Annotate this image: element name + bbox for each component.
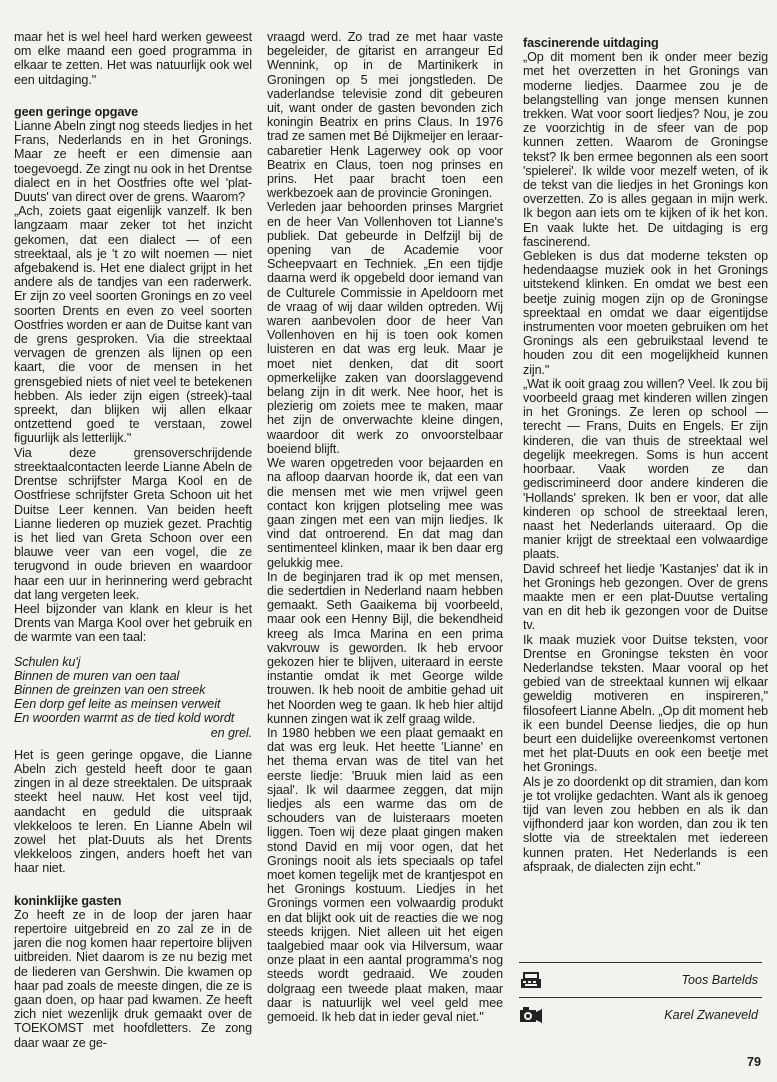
section-heading: fascinerende uitdaging [523, 36, 659, 50]
section-heading: koninklijke gasten [14, 893, 122, 908]
paragraph: vraagd werd. Zo trad ze met haar vaste begeleider, de gitarist en arrangeur Ed Wennink, op in de Martinikerk in Groningen op 5 mei jongstleden. De vaderlandse televisie zond dit gebeuren uit, want onder de gasten bevonden zich koningin Beatrix en prins Claus. In 1976 trad ze samen met Bé Dijkmeijer en leraar-cabaretier Henk Lagerwey ook op voor Beatrix en Claus, toen nog prinses en prins. Het paar bracht toen een werkbezoek aan de provincie Groningen. [267, 30, 503, 201]
paragraph: In de beginjaren trad ik op met mensen, die sedertdien in Nederland naam hebben gemaakt. Seth Gaaikema bij voorbeeld, maar ook een Henny Bijl, die bekendheid kreeg als Imca Marina en een prima vakvrouw is geworden. Ik heb ervoor gekozen hier te blijven, uiteraard in eerste instantie omdat ik met George wilde trouwen. Ik heb nooit de ambitie gehad uit het Noorden weg te gaan. Ik heb hier altijd kunnen zingen wat ik zelf graag wilde. [267, 569, 503, 726]
paragraph: Als je zo doordenkt op dit stramien, dan kom je tot vrolijke gedachten. Want als ik genoeg tijd van leven zou hebben en als ik dan vijfhonderd jaar kon worden, dan zou ik ten slotte via de streektalen met iedereen kunnen praten. Het Nederlands is een afspraak, de dialecten zijn echt." [523, 774, 768, 874]
photographer-credit [519, 997, 762, 1032]
typewriter-icon [519, 969, 543, 991]
camera-icon [519, 1004, 543, 1026]
section-heading: geen geringe opgave [14, 104, 139, 119]
poem-line: Binnen de muren van oen taal [14, 668, 180, 683]
paragraph: We waren opgetreden voor bejaarden en na afloop daarvan hoorde ik, dat een van die mensen met wie men vrijwel geen contact kon krijgen plotseling mee was gaan zingen met een van mijn liedjes. Ik vind dat ontroerend. En dat mag dan sentimenteel klinken, maar ik ben daar erg gelukkig mee. [267, 456, 503, 570]
column-1 [14, 30, 252, 1050]
photographer-name: Karel Zwaneveld [664, 1008, 758, 1022]
poem [14, 655, 252, 740]
writer-name: Toos Bartelds [681, 973, 758, 987]
paragraph: Het is geen geringe opgave, die Lianne Abeln zich gesteld heeft door te gaan zingen in al deze streektalen. De uitspraak steekt heel nauw. Het kost veel tijd, aandacht en geduld die uitspraak vlekkeloos te leren. En Lianne Abeln wil zowel het plat-Duuts als het Drents vlekkeloos zingen, anders hoeft het van haar niet. [14, 747, 252, 876]
writer-credit [519, 962, 762, 997]
paragraph: In 1980 hebben we een plaat gemaakt en dat was erg leuk. Het heette 'Lianne' en het thema ervan was de titel van het eerste liedje: 'Bruuk mien laid as een sjaal'. Ik wil daarmee zeggen, dat mijn liedjes als een warme das om de schouders van de luisteraars moeten liggen. Toen wij deze plaat gingen maken stond David en mij voor ogen, dat het Gronings nooit als iets speciaals op tafel moet komen tegelijk met de krantjespot en het Gronings kostuum. Liedjes in het Gronings vormen een volwaardig produkt en dat blijkt ook uit de reacties die we nog steeds krijgen. Niet alleen uit het eigen taalgebied maar ook via Hilversum, waar onze plaat in een aantal programma's nog steeds wordt gedraaid. We zouden dolgraag een tweede plaat maken, maar daar is natuurlijk wel veel geld mee gemoeid. Ik heb dat in ieder geval niet." [267, 725, 503, 1025]
poem-line: en grel. [210, 725, 252, 740]
paragraph: David schreef het liedje 'Kastanjes' dat ik in het Gronings heb gezongen. Over de grens maakte men er een plat-Duutse vertaling van en dit heb ik gezongen voor de Duitse tv. [523, 561, 768, 633]
credits [519, 962, 762, 1032]
poem-line: Binnen de greinzen van oen streek [14, 682, 206, 697]
paragraph: „Wat ik ooit graag zou willen? Veel. Ik zou bij voorbeeld graag met kinderen willen zingen in het Gronings. Ze leren op school — terecht — Frans, Duits en Engels. Er zijn kinderen, die van thuis de streektaal wel degelijk meekregen. Soms is hun accent hoorbaar. Vaak worden ze dan gediscrimineerd door andere kinderen die 'Hollands' spreken. Ik ben er voor, dat alle kinderen op school de streektaal leren, naast het Nederlands uiteraard. Op die manier krijgt de streektaal een volwaardige plaats. [523, 376, 768, 562]
paragraph: Ik maak muziek voor Duitse teksten, voor Drentse en Groningse teksten èn voor Nederlandse teksten. Maar vooral op het gebied van de streektaal kunnen wij elkaar geweldig motiveren en inspireren," filosofeert Lianne Abeln. „Op dit moment heb ik een bundel Deense liedjes, die op hun beurt een duidelijke overeenkomst vertonen met het plat-Duuts en ook een beetje met het Gronings. [523, 632, 768, 775]
paragraph: Zo heeft ze in de loop der jaren haar repertoire uitgebreid en zo zal ze in de jaren die nog komen haar repertoire blijven uitbreiden. Niet daarom is ze nu bezig met de liederen van Gershwin. Die kwamen op haar pad zoals de meeste dingen, die ze is gaan doen, op haar pad kwamen. Ze heeft zich niet wezenlijk druk gemaakt over de TOEKOMST met hoofdletters. Ze zong daar waar ze ge- [14, 907, 252, 1050]
paragraph: Via deze grensoverschrijdende streektaalcontacten leerde Lianne Abeln de Drentse schrijfster Marga Kool en de Oostfriese schrijfster Greta Schoon uit het Duitse Leer kennen. Van beiden heeft Lianne liederen op muziek gezet. Prachtig is het lied van Greta Schoon over een blauwe veer van een vogel, die ze terugvond in oude brieven en waardoor haar een uur in herinnering werd gebracht dat lang vergeten leek. [14, 445, 252, 602]
paragraph: „Ach, zoiets gaat eigenlijk vanzelf. Ik ben langzaam maar zeker tot het inzicht gekomen, dat een dialect — of een streektaal, als je 't zo wilt noemen — niet afgebakend is. Het ene dialect grijpt in het andere als de tandjes van een raderwerk. Er zijn zo veel soorten Gronings en zo veel soorten Drents en even zo veel soorten Oostfries worden er aan de Duitse kant van de grens gesproken. Via die streektaal vervagen de grenzen als lijnen op een kaart, die voor de mensen in het grensgebied niets of niet veel te betekenen hebben. Als ieder zijn eigen (streek)-taal spreekt, dan blijken wij allen elkaar ontzettend goed te verstaan, zowel figuurlijk als letterlijk." [14, 204, 253, 446]
paragraph: Verleden jaar behoorden prinses Margriet en de heer Van Vollenhoven tot Lianne's publiek. Dat gebeurde in Delfzijl bij de opening van de Academie voor Scheepvaart en Techniek. „En een tijdje daarna werd ik opgebeld door iemand van de Culturele Commissie in Apeldoorn met de vraag of wij daar wilden optreden. Wij waren aanbevolen door de heer Van Vollenhoven en hij is toen ook komen luisteren en dat was erg leuk. Maar je moet niet denken, dat dit soort opmerkelijke zaken van doorslaggevend belang zijn in dit werk. Nee hoor, het is plezierig om zoiets mee te maken, maar het zijn de onverwachte kleine dingen, waardoor dit werk zo onvoorstelbaar boeiend blijft. [267, 200, 503, 456]
poem-line: Een dorp gef leite as meinsen verweit [14, 697, 221, 712]
paragraph: Gebleken is dus dat moderne teksten op hedendaagse muziek ook in het Gronings uitstekend klinken. En omdat we best een beetje zuinig mogen zijn op de Groningse spreektaal en omdat we daar eigentijdse instrumenten voor moeten gebruiken om het Gronings als een gebruikstaal levend te houden zou dit een mogelijkheid kunnen zijn." [523, 249, 768, 377]
paragraph: Lianne Abeln zingt nog steeds liedjes in het Frans, Nederlands en in het Gronings. Maar ze heeft er een dimensie aan toegevoegd. Ze zingt nu ook in het Drentse dialect en in het Oostfries ofte wel 'plat-Duuts' van direct over de grens. Waarom? [14, 119, 252, 205]
poem-line: Schulen ku'j [14, 654, 81, 669]
page-number: 79 [746, 1055, 761, 1069]
paragraph: maar het is wel heel hard werken geweest om elke maand een goed programma in elkaar te zetten. Het was natuurlijk ook wel een uitdaging." [14, 30, 252, 87]
paragraph: „Op dit moment ben ik onder meer bezig met het overzetten in het Gronings van moderne liedjes. Daarmee zou je de belangstelling van jonge mensen kunnen trekken. Wat voor soort liedjes? Nou, je zou ze voorzichtig in de sfeer van de pop kunnen zetten. Waarom de Groningse tekst? Ik ben ermee begonnen als een soort 'spielerei'. Ik wilde voor mezelf weten, of ik de tekst van die liedjes in het Gronings kon overzetten. Zo is alles gegaan in mijn werk. Ik begon aan iets om te kijken of ik het kon. En vaak lukte het. De uitdaging is erg fascinerend. [523, 50, 768, 249]
poem-line: En woorden warmt as de tied kold wordt [14, 711, 235, 726]
column-3 [523, 30, 768, 874]
paragraph: Heel bijzonder van klank en kleur is het Drents van Marga Kool over het gebruik en de warmte van een taal: [14, 601, 252, 645]
column-2 [267, 30, 503, 1024]
